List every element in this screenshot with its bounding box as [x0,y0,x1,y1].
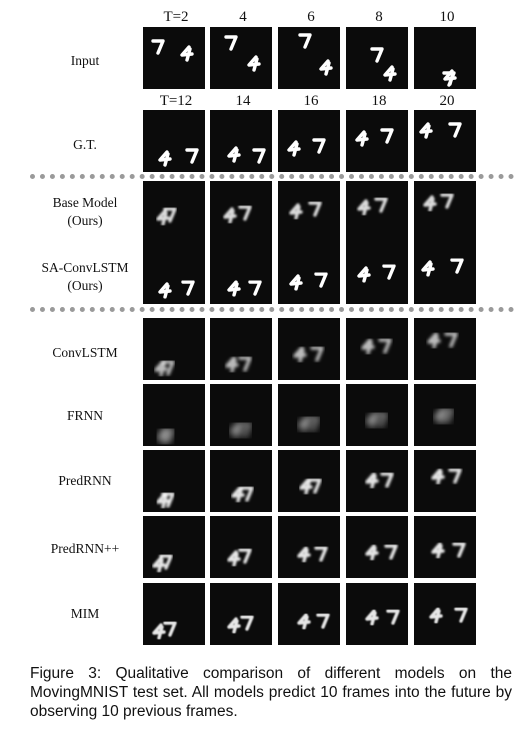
frame-frnn-1 [143,384,205,446]
digit-seven-glyph [316,548,326,560]
frame-predrnnpp-2 [210,516,272,578]
frame-predrnn-5 [414,450,476,512]
frame-gt-3 [278,110,340,172]
label-predrnn: PredRNN [58,473,112,488]
digit-four-glyph [359,268,369,281]
digit-four-glyph [229,148,239,161]
digit-four-glyph [431,609,441,622]
digit-four-glyph [158,494,168,507]
digit-seven-glyph [254,150,264,162]
digit-seven-glyph [454,544,464,556]
frame-frnn-2 [210,384,272,446]
digit-four-glyph [363,340,373,353]
frame-base-2 [210,181,272,243]
digit-four-glyph [321,61,331,74]
header-top-2: 6 [307,9,315,25]
frame-gt-5 [414,110,476,172]
digit-seven-glyph [442,195,452,207]
label-base-model-line1: Base Model [52,195,118,210]
digit-seven-glyph [318,615,328,627]
digit-four-glyph [227,358,237,371]
digit-four-glyph [158,211,168,224]
digit-seven-glyph [376,199,386,211]
digit-four-glyph [423,262,433,275]
digit-four-glyph [299,548,309,561]
frame-sa-1 [143,242,205,304]
digit-seven-glyph [456,609,466,621]
digit-four-glyph [367,414,377,427]
digit-four-glyph [367,611,377,624]
digit-four-glyph [301,480,311,493]
frame-base-3 [278,181,340,243]
digit-seven-glyph [240,550,250,562]
digit-four-glyph [291,205,301,218]
digit-seven-glyph [446,334,456,346]
header-mid-1: 14 [235,93,251,109]
digit-four-glyph [154,558,164,571]
frame-sa-5 [414,242,476,304]
digit-four-glyph [233,488,243,501]
frame-convlstm-1 [143,318,205,380]
frame-input-1 [143,27,205,89]
digit-seven-glyph [372,49,382,61]
digit-seven-glyph [386,546,396,558]
digit-seven-glyph [310,203,320,215]
label-mim: MIM [70,606,100,621]
digit-seven-glyph [240,358,250,370]
digit-four-glyph [433,470,443,483]
frame-frnn-4 [346,384,408,446]
digit-four-glyph [229,282,239,295]
frame-base-1 [143,181,205,243]
frame-predrnnpp-4 [346,516,408,578]
header-top-3: 8 [375,9,383,25]
frame-input-2 [210,27,272,89]
digit-seven-glyph [314,140,324,152]
digit-seven-glyph [384,266,394,278]
label-base-model [30,194,140,230]
digit-seven-glyph [226,37,236,49]
digit-four-glyph [225,209,235,222]
digit-four-glyph [385,67,395,80]
label-predrnnpp: PredRNN++ [50,541,120,556]
frame-mim-2 [210,583,272,645]
frame-input-4 [346,27,408,89]
digit-four-glyph [229,552,239,565]
header-top-1: 4 [239,9,247,25]
label-convlstm: ConvLSTM [52,345,118,360]
digit-four-glyph [160,284,170,297]
frame-input-3 [278,27,340,89]
digit-four-glyph [359,201,369,214]
frame-mim-5 [414,583,476,645]
frame-predrnnpp-1 [143,516,205,578]
digit-seven-glyph [316,274,326,286]
digit-four-glyph [154,625,164,638]
digit-seven-glyph [300,35,310,47]
digit-seven-glyph [382,130,392,142]
frame-predrnnpp-3 [278,516,340,578]
frame-convlstm-4 [346,318,408,380]
frame-gt-2 [210,110,272,172]
digit-four-glyph [425,197,435,210]
digit-seven-glyph [242,617,252,629]
frame-predrnn-2 [210,450,272,512]
label-sa-convlstm [30,259,140,295]
digit-four-glyph [367,546,377,559]
frame-predrnn-1 [143,450,205,512]
label-sa-convlstm-line1: SA-ConvLSTM [41,260,129,275]
digit-seven-glyph [240,207,250,219]
label-base-model-line2: (Ours) [67,213,103,228]
digit-four-glyph [429,334,439,347]
digit-seven-glyph [380,340,390,352]
digit-seven-glyph [452,260,462,272]
frame-base-4 [346,181,408,243]
header-mid-4: 20 [439,93,455,109]
header-mid-0: T=12 [159,93,193,109]
frame-base-5 [414,181,476,243]
frame-convlstm-2 [210,318,272,380]
digit-four-glyph [158,430,168,443]
digit-seven-glyph [388,611,398,623]
digit-seven-glyph [153,41,163,53]
separator-lower [30,307,514,312]
header-mid-2: 16 [303,93,319,109]
header-mid-3: 18 [371,93,387,109]
digit-four-glyph [367,474,377,487]
frame-frnn-3 [278,384,340,446]
label-gt: G.T. [73,137,97,152]
frame-mim-4 [346,583,408,645]
frame-gt-4 [346,110,408,172]
digit-seven-glyph [450,124,460,136]
header-top-0: T=2 [163,9,189,25]
header-top-4: 10 [439,9,455,25]
digit-four-glyph [231,424,241,437]
frame-predrnn-3 [278,450,340,512]
frame-convlstm-5 [414,318,476,380]
figure-caption: Figure 3: Qualitative comparison of different models on the MovingMNIST test set. All models predict 10 frames into the future by observing 10 previous frames. [30,665,512,720]
digit-seven-glyph [382,474,392,486]
label-sa-convlstm-line2: (Ours) [67,278,103,293]
frame-mim-3 [278,583,340,645]
frame-sa-3 [278,242,340,304]
digit-four-glyph [156,362,166,375]
separator-upper [30,174,514,179]
digit-four-glyph [295,348,305,361]
digit-four-glyph [182,47,192,60]
digit-four-glyph [357,132,367,145]
digit-four-glyph [291,276,301,289]
digit-seven-glyph [183,282,193,294]
frame-mim-1 [143,583,205,645]
digit-four-glyph [435,410,445,423]
frame-frnn-5 [414,384,476,446]
frame-input-5 [414,27,476,89]
label-input: Input [70,53,100,68]
digit-four-glyph [160,152,170,165]
frame-convlstm-3 [278,318,340,380]
label-frnn: FRNN [66,408,103,423]
frame-sa-2 [210,242,272,304]
digit-seven-glyph [187,150,197,162]
frame-gt-1 [143,110,205,172]
digit-four-glyph [421,124,431,137]
frame-sa-4 [346,242,408,304]
frame-predrnn-4 [346,450,408,512]
digit-four-glyph [289,142,299,155]
digit-four-glyph [299,615,309,628]
digit-seven-glyph [450,470,460,482]
digit-seven-glyph [312,348,322,360]
frame-predrnnpp-5 [414,516,476,578]
digit-seven-glyph [165,623,175,635]
digit-four-glyph [229,619,239,632]
digit-seven-glyph [250,282,260,294]
digit-four-glyph [299,418,309,431]
digit-four-glyph [433,544,443,557]
digit-four-glyph [249,57,259,70]
